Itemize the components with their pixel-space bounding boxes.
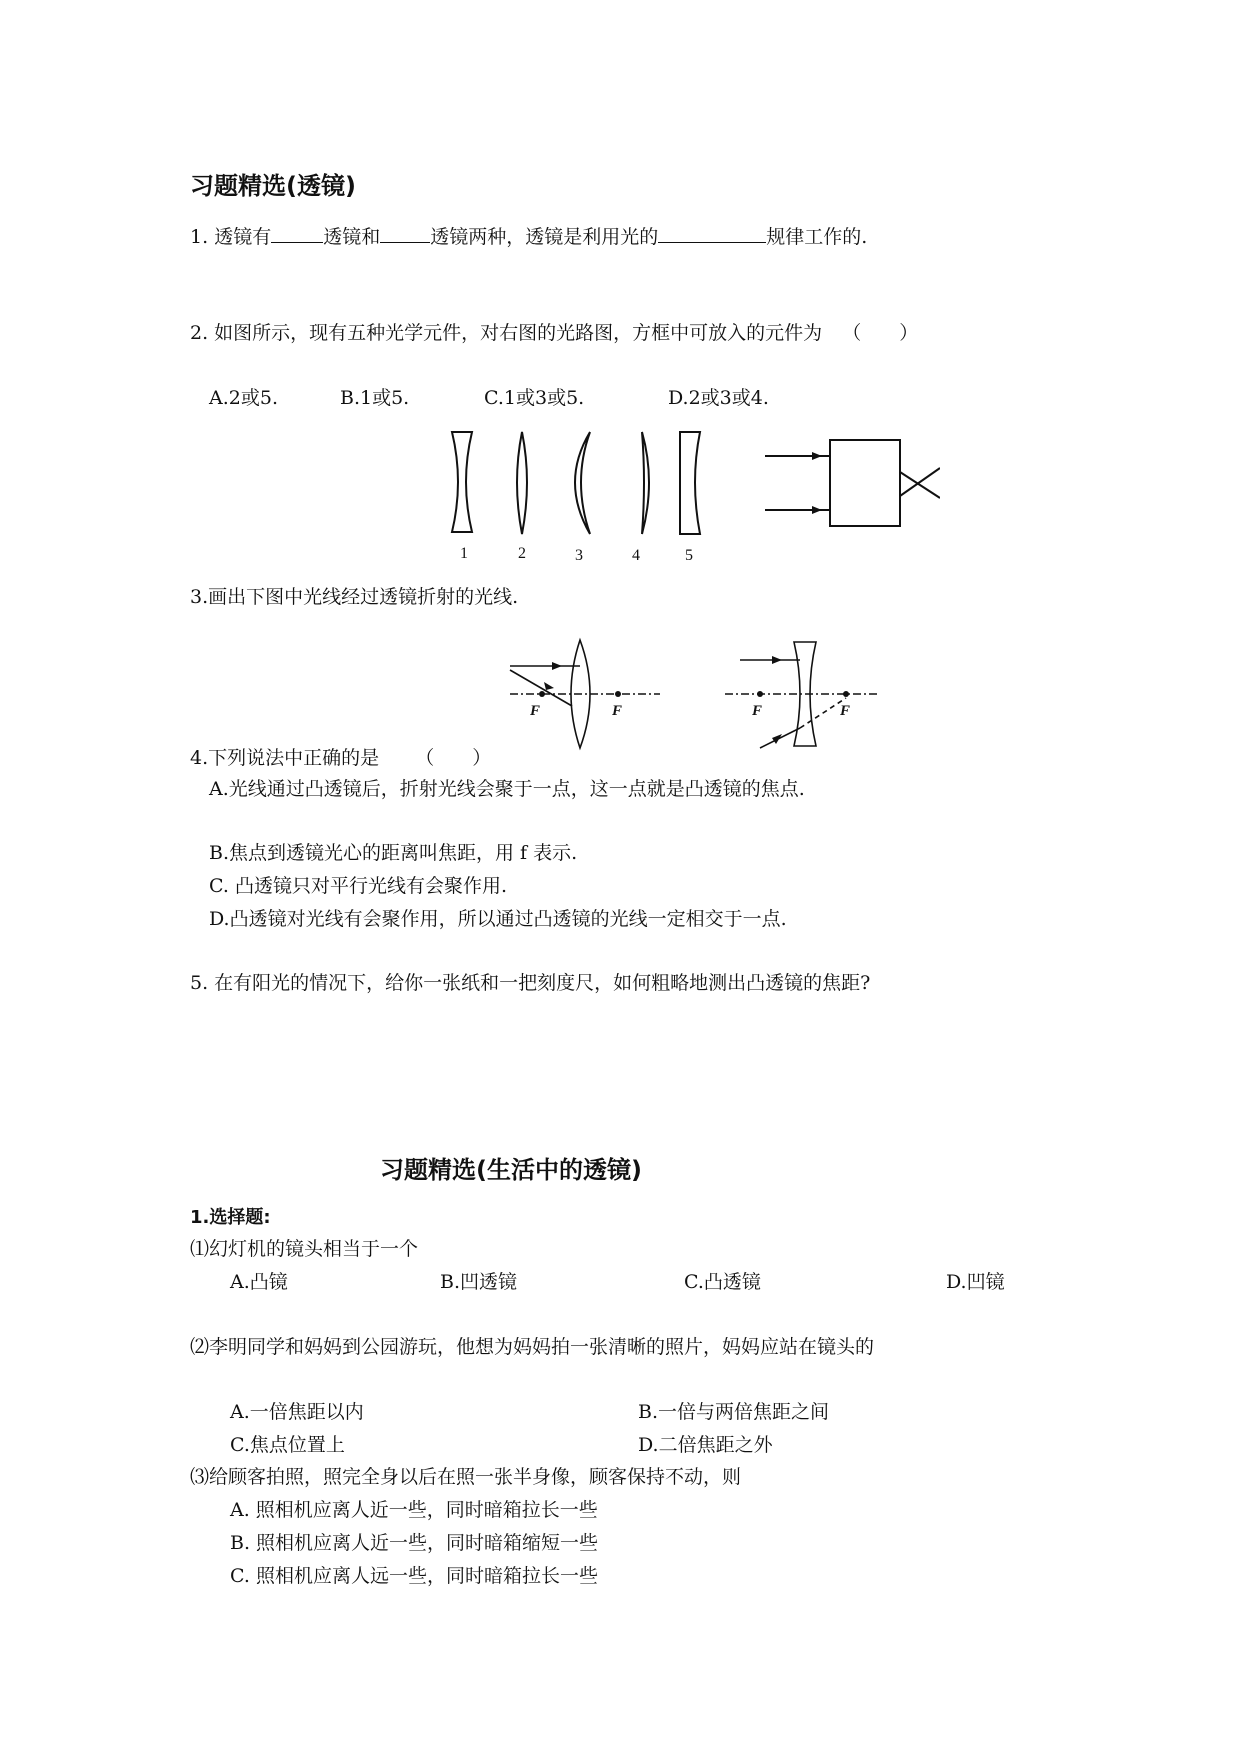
question-1-number: 1. — [190, 226, 209, 248]
q2-option-a[interactable]: A.2或5. — [209, 387, 278, 409]
question-1-text-b: 透镜和 — [323, 226, 381, 248]
lens-4-convex-meniscus-shape — [642, 432, 649, 534]
focus-label-left-2: F — [752, 703, 763, 719]
focus-label-right-2: F — [840, 703, 851, 719]
section-title-life-lens: 习题精选(生活中的透镜) — [380, 1156, 642, 1184]
lens-5-plano-concave-shape — [680, 432, 700, 534]
mystery-box-shape — [830, 440, 900, 526]
section-2-heading: 1.选择题: — [190, 1207, 271, 1228]
lens-4-label: 4 — [632, 547, 640, 564]
s2-q1-option-b[interactable]: B.凹透镜 — [440, 1271, 518, 1293]
s2-q2-option-c[interactable]: C.焦点位置上 — [230, 1434, 345, 1456]
q2-option-c[interactable]: C.1或3或5. — [484, 387, 585, 409]
q2-option-b[interactable]: B.1或5. — [340, 387, 410, 409]
s2-q3-option-c[interactable]: C. 照相机应离人远一些，同时暗箱拉长一些 — [230, 1565, 598, 1587]
focus-label-left-1: F — [530, 703, 541, 719]
q2-option-d[interactable]: D.2或3或4. — [668, 387, 769, 409]
s2-q2-option-a[interactable]: A.一倍焦距以内 — [230, 1401, 364, 1423]
lens-3-meniscus-shape — [575, 432, 590, 534]
question-1-text-d: 规律工作的. — [766, 226, 868, 248]
answer-blank-1[interactable] — [271, 241, 323, 243]
s2-q3-option-a[interactable]: A. 照相机应离人近一些，同时暗箱拉长一些 — [230, 1499, 598, 1521]
question-4-text: 4.下列说法中正确的是 — [190, 747, 380, 769]
q4-option-a[interactable]: A.光线通过凸透镜后，折射光线会聚于一点，这一点就是凸透镜的焦点. — [209, 778, 805, 800]
lens-5-label: 5 — [685, 547, 693, 564]
lens-1-concave-shape — [452, 432, 472, 532]
lens-2-convex-shape — [517, 432, 527, 534]
answer-blank-3[interactable] — [658, 241, 766, 243]
question-4 — [190, 743, 491, 770]
s2-q3-option-b[interactable]: B. 照相机应离人近一些，同时暗箱缩短一些 — [230, 1532, 599, 1554]
s2-q1-option-a[interactable]: A.凸镜 — [230, 1271, 288, 1293]
lens-2-label: 2 — [518, 545, 526, 562]
section-title-lens: 习题精选(透镜) — [190, 172, 356, 200]
s2-q2-option-b[interactable]: B.一倍与两倍焦距之间 — [638, 1401, 830, 1423]
q4-option-d[interactable]: D.凸透镜对光线有会聚作用，所以通过凸透镜的光线一定相交于一点. — [209, 908, 787, 930]
refraction-figure — [500, 630, 890, 760]
question-5: 5. 在有阳光的情况下，给你一张纸和一把刻度尺，如何粗略地测出凸透镜的焦距? — [190, 972, 871, 994]
s2-q1-option-d[interactable]: D.凹镜 — [946, 1271, 1005, 1293]
s2-question-2: ⑵李明同学和妈妈到公园游玩，他想为妈妈拍一张清晰的照片，妈妈应站在镜头的 — [190, 1336, 875, 1358]
answer-paren-4[interactable]: （ ） — [415, 747, 492, 769]
question-3: 3.画出下图中光线经过透镜折射的光线. — [190, 586, 519, 608]
question-2 — [190, 318, 918, 345]
s2-q2-option-d[interactable]: D.二倍焦距之外 — [638, 1434, 773, 1456]
answer-paren-2[interactable]: （ ） — [842, 322, 919, 344]
lens-types-figure — [430, 420, 940, 570]
s2-q1-option-c[interactable]: C.凸透镜 — [684, 1271, 761, 1293]
s2-question-1: ⑴幻灯机的镜头相当于一个 — [190, 1238, 419, 1260]
s2-question-3: ⑶给顾客拍照，照完全身以后在照一张半身像，顾客保持不动，则 — [190, 1466, 742, 1488]
answer-blank-2[interactable] — [380, 241, 430, 243]
question-1-text-a: 透镜有 — [214, 226, 272, 248]
q4-option-c[interactable]: C. 凸透镜只对平行光线有会聚作用. — [209, 875, 507, 897]
lens-3-label: 3 — [575, 547, 583, 564]
focus-label-right-1: F — [612, 703, 623, 719]
question-1 — [190, 222, 867, 249]
q4-option-b[interactable]: B.焦点到透镜光心的距离叫焦距，用 f 表示. — [209, 842, 578, 864]
question-2-text: 2. 如图所示，现有五种光学元件，对右图的光路图，方框中可放入的元件为 — [190, 322, 823, 344]
question-1-text-c: 透镜两种，透镜是利用光的 — [430, 226, 659, 248]
lens-1-label: 1 — [460, 545, 468, 562]
